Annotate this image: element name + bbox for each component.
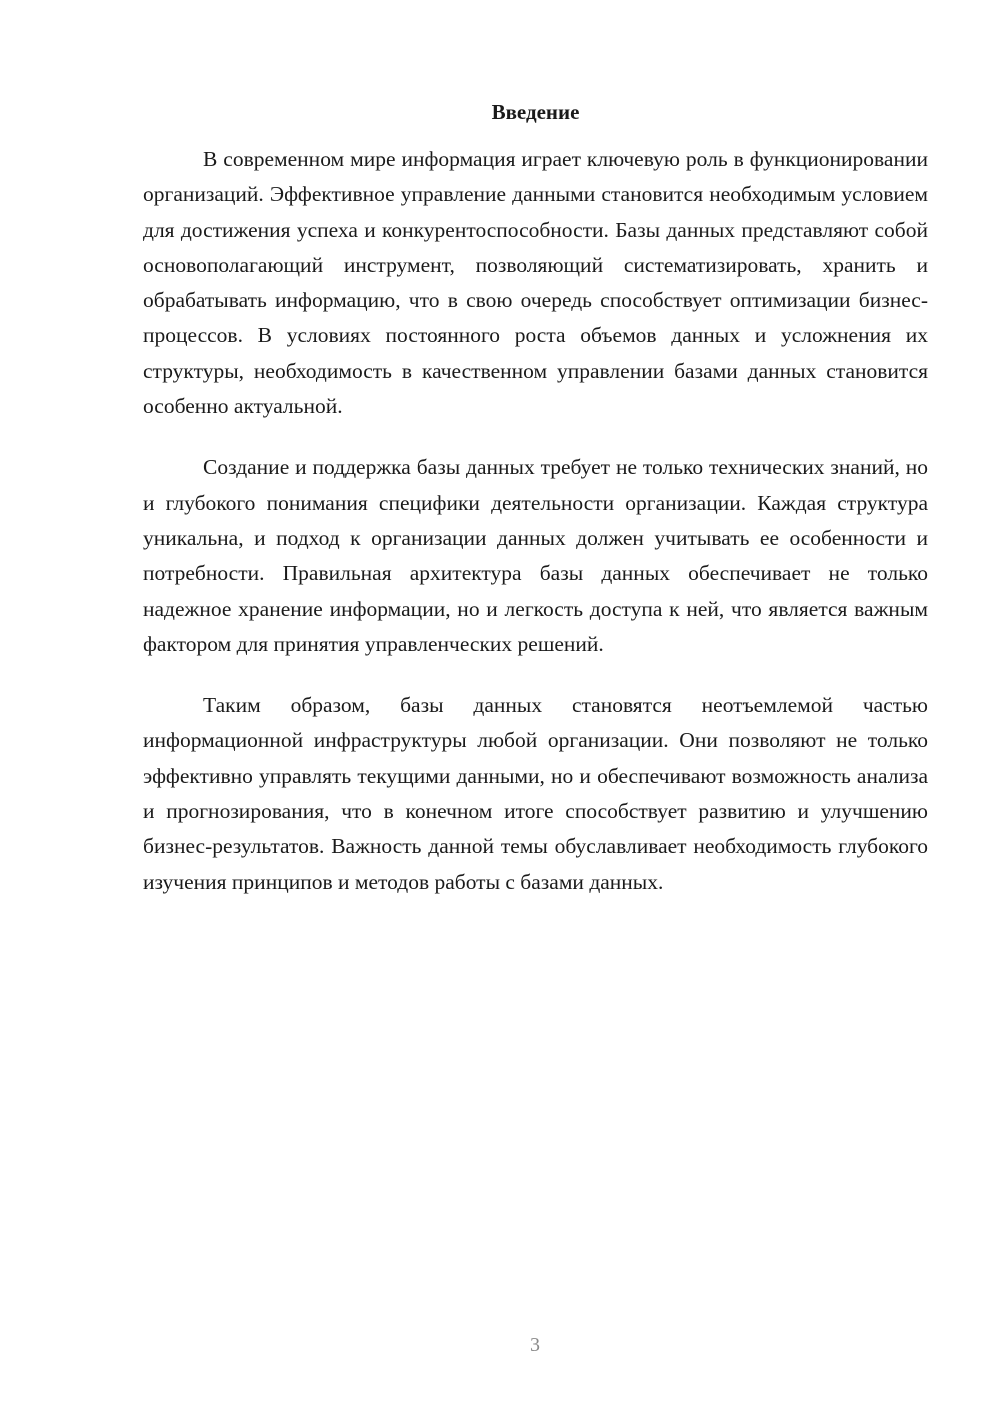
section-heading: Введение [491, 100, 580, 124]
paragraph-3: Таким образом, базы данных становятся неотъемлемой частью информационной инфраструктуры любой организации. Они позволяют не только эффективно управлять текущими данными, но и обеспечивают возможность анализа и прогнозирования, что в конечном итоге способствует развитию и улучшению бизнес-результатов. Важность данной темы обуславливает необходимость глубокого изучения принципов и методов работы с базами данных. [143, 693, 928, 894]
body-text [143, 142, 928, 926]
page-number: 3 [530, 1334, 540, 1356]
paragraph-1: В современном мире информация играет ключевую роль в функционировании организаций. Эффективное управление данными становится необходимым условием для достижения успеха и конкурентоспособности. Базы данных представляют собой основополагающий инструмент, позволяющий систематизировать, хранить и обрабатывать информацию, что в свою очередь способствует оптимизации бизнес-процессов. В условиях постоянного роста объемов данных и усложнения их структуры, необходимость в качественном управлении базами данных становится особенно актуальной. [143, 147, 928, 419]
paragraph-2: Создание и поддержка базы данных требует не только технических знаний, но и глубокого понимания специфики деятельности организации. Каждая структура уникальна, и подход к организации данных должен учитывать ее особенности и потребности. Правильная архитектура базы данных обеспечивает не только надежное хранение информации, но и легкость доступа к ней, что является важным фактором для принятия управленческих решений. [143, 455, 928, 656]
